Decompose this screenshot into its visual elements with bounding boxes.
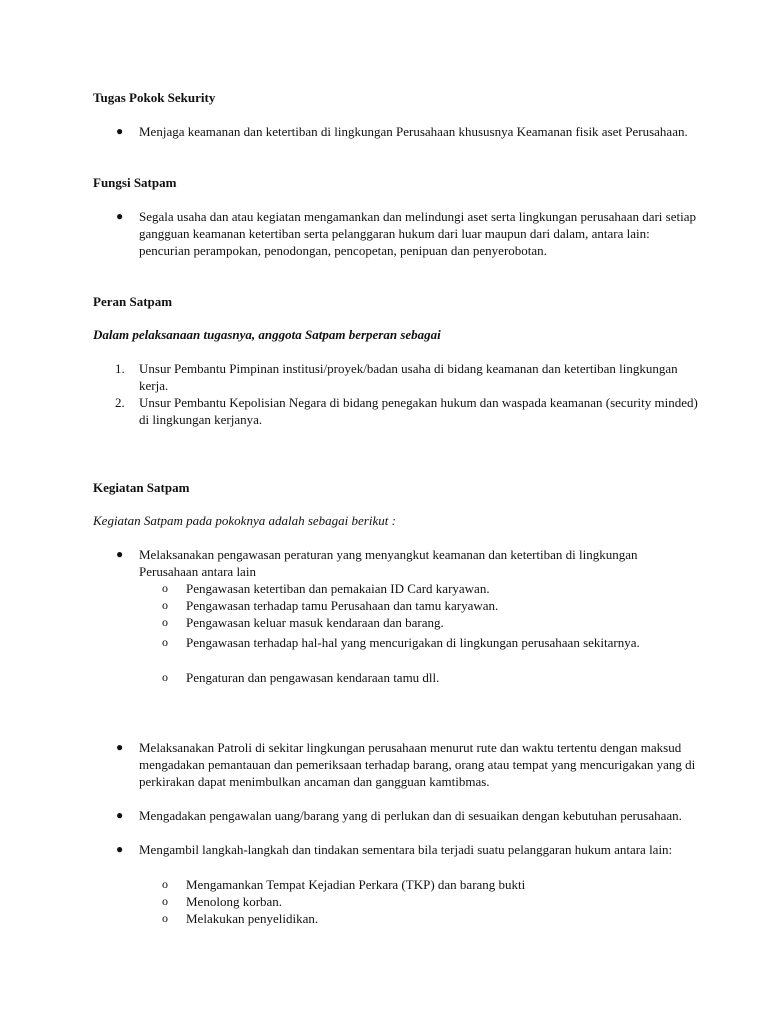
list-item: Segala usaha dan atau kegiatan mengamankan dan melindungi aset serta lingkungan perusahaan dari setiap gangguan keamanan ketertiban serta pelanggaran hukum dari luar maupun dari dalam, antara lain: pencurian perampokan, penodongan, pencopetan, penipuan dan penyerobotan. [139,209,696,258]
heading-tugas-pokok: Tugas Pokok Sekurity [93,90,216,105]
heading-fungsi-satpam: Fungsi Satpam [93,175,177,190]
list-item: Unsur Pembantu Pimpinan institusi/proyek/badan usaha di bidang keamanan dan ketertiban lingkungan kerja. [139,361,678,393]
peran-intro: Dalam pelaksanaan tugasnya, anggota Satpam berperan sebagai [93,327,441,342]
list-item: Menjaga keamanan dan ketertiban di lingkungan Perusahaan khususnya Keamanan fisik aset Perusahaan. [139,124,688,139]
list-item: Melaksanakan Patroli di sekitar lingkungan perusahaan menurut rute dan waktu tertentu dengan maksud mengadakan pemantauan dan pemeriksaan terhadap barang, orang atau tempat yang mencurigakan yang di perkirakan dapat menimbulkan ancaman dan gangguan kamtibmas. [139,740,696,789]
sub-list-item: Pengawasan keluar masuk kendaraan dan barang. [186,615,444,630]
sub-bullet-icon: o [162,911,168,925]
heading-peran-satpam: Peran Satpam [93,294,173,309]
sub-list-item: Melakukan penyelidikan. [186,911,319,926]
bullet-icon: ● [116,209,124,223]
sub-bullet-icon: o [162,635,168,649]
sub-bullet-icon: o [162,894,168,908]
bullet-icon: ● [116,124,124,138]
sub-bullet-icon: o [162,615,168,629]
heading-kegiatan-satpam: Kegiatan Satpam [93,480,190,495]
kegiatan-intro: Kegiatan Satpam pada pokoknya adalah sebagai berikut : [93,513,396,528]
list-item: Unsur Pembantu Kepolisian Negara di bidang penegakan hukum dan waspada keamanan (security minded) di lingkungan kerjanya. [139,395,698,427]
bullet-icon: ● [116,842,124,856]
sub-list-item: Pengawasan ketertiban dan pemakaian ID Card karyawan. [186,581,490,596]
list-number: 2. [115,395,125,410]
sub-list-item: Pengaturan dan pengawasan kendaraan tamu dll. [186,670,440,685]
list-item: Melaksanakan pengawasan peraturan yang menyangkut keamanan dan ketertiban di lingkungan Perusahaan antara lain [139,547,638,579]
sub-bullet-icon: o [162,877,168,891]
list-item: Mengambil langkah-langkah dan tindakan sementara bila terjadi suatu pelanggaran hukum antara lain: [139,842,673,857]
bullet-icon: ● [116,547,124,561]
list-item: Mengadakan pengawalan uang/barang yang di perlukan dan di sesuaikan dengan kebutuhan perusahaan. [139,808,682,823]
bullet-icon: ● [116,740,124,754]
bullet-icon: ● [116,808,124,822]
sub-bullet-icon: o [162,598,168,612]
sub-bullet-icon: o [162,581,168,595]
sub-list-item: Pengawasan terhadap hal-hal yang mencurigakan di lingkungan perusahaan sekitarnya. [186,635,640,650]
sub-list-item: Mengamankan Tempat Kejadian Perkara (TKP) dan barang bukti [186,877,526,892]
list-number: 1. [115,361,125,376]
sub-list-item: Pengawasan terhadap tamu Perusahaan dan tamu karyawan. [186,598,499,613]
sub-list-item: Menolong korban. [186,894,283,909]
sub-bullet-icon: o [162,670,168,684]
